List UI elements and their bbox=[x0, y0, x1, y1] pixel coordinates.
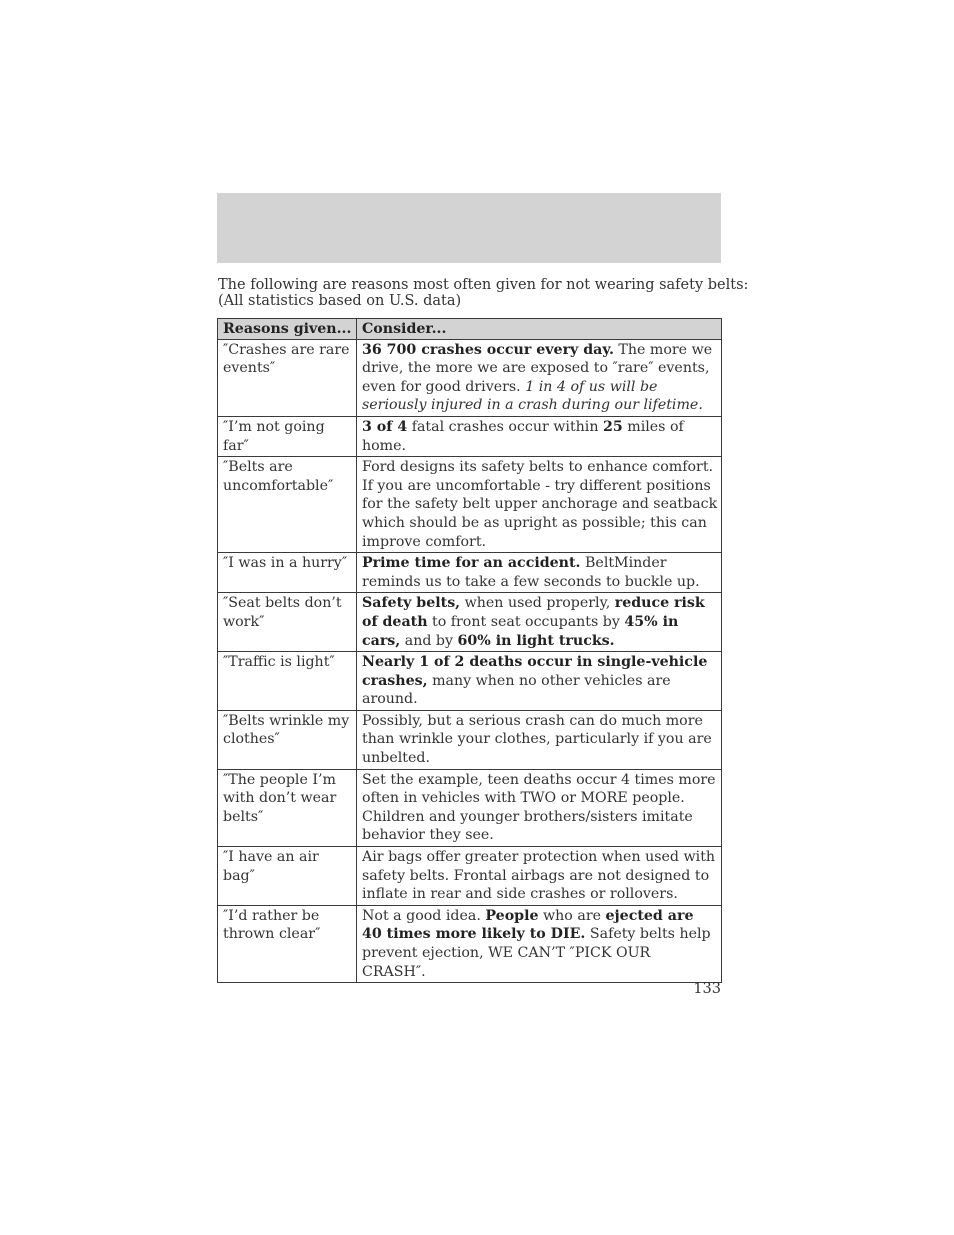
consider-text-segment: Prime time for an accident. bbox=[362, 555, 581, 572]
consider-text-segment: 3 of 4 bbox=[362, 418, 408, 435]
reason-cell: ″Belts are uncomfortable″ bbox=[218, 457, 357, 553]
consider-cell bbox=[357, 339, 722, 416]
consider-text-segment: The more we drive, the more we are exposed to ″rare″ events, even for good drivers. bbox=[362, 341, 713, 395]
consider-text-segment: fatal crashes occur within bbox=[407, 418, 603, 435]
consider-text-segment: 1 in 4 of us will be seriously injured in a crash during our lifetime. bbox=[362, 378, 703, 414]
reason-cell: ″The people I’m with don’t wear belts″ bbox=[218, 769, 357, 846]
reason-cell: ″Crashes are rare events″ bbox=[218, 339, 357, 416]
consider-text-segment: miles of home. bbox=[362, 418, 684, 454]
table-row bbox=[218, 593, 722, 652]
reason-cell: ″Belts wrinkle my clothes″ bbox=[218, 710, 357, 769]
table-row bbox=[218, 652, 722, 711]
consider-text-segment: Nearly 1 of 2 deaths occur in single-vehicle crashes, bbox=[362, 654, 708, 689]
table-header-row bbox=[218, 319, 722, 340]
consider-cell bbox=[357, 457, 722, 553]
table-row bbox=[218, 905, 722, 982]
consider-text-segment: Set the example, teen deaths occur 4 times more often in vehicles with TWO or MORE people. Children and younger brothers/sisters imitate behavior they see. bbox=[362, 771, 716, 844]
consider-text-segment: to front seat occupants by bbox=[427, 613, 625, 630]
reason-cell: ″I’d rather be thrown clear″ bbox=[218, 905, 357, 982]
consider-text-segment: Possibly, but a serious crash can do much more than wrinkle your clothes, particularly if you are unbelted. bbox=[362, 712, 712, 767]
consider-text-segment: Air bags offer greater protection when used with safety belts. Frontal airbags are not designed to inflate in rear and side crashes or rollovers. bbox=[362, 849, 716, 903]
consider-text-segment: 45% in cars, bbox=[362, 613, 679, 649]
safety-belt-reasons-table bbox=[217, 318, 722, 983]
header-reasons: Reasons given... bbox=[218, 319, 357, 340]
section-header-band bbox=[217, 193, 721, 263]
table-row bbox=[218, 339, 722, 416]
consider-cell bbox=[357, 416, 722, 456]
reason-cell: ″I’m not going far″ bbox=[218, 416, 357, 456]
table-row bbox=[218, 710, 722, 769]
consider-text-segment: many when no other vehicles are around. bbox=[362, 672, 671, 708]
consider-text-segment: when used properly, bbox=[460, 595, 615, 612]
table-row bbox=[218, 847, 722, 906]
consider-text-segment: 60% in light trucks. bbox=[457, 632, 615, 649]
page-number: 133 bbox=[693, 981, 721, 997]
consider-cell bbox=[357, 710, 722, 769]
consider-cell bbox=[357, 593, 722, 652]
intro-paragraph bbox=[218, 277, 749, 309]
consider-text-segment: reduce risk of death bbox=[362, 595, 705, 630]
table-row bbox=[218, 457, 722, 553]
reason-cell: ″I was in a hurry″ bbox=[218, 553, 357, 593]
consider-text-segment: ejected are 40 times more likely to DIE. bbox=[362, 907, 694, 943]
consider-text-segment: and by bbox=[400, 632, 458, 649]
consider-text-segment: who are bbox=[538, 907, 606, 924]
table-row bbox=[218, 553, 722, 593]
consider-cell bbox=[357, 553, 722, 593]
consider-cell bbox=[357, 847, 722, 906]
consider-text-segment: Safety belts, bbox=[362, 595, 461, 612]
table-row bbox=[218, 769, 722, 846]
consider-text-segment: 36 700 crashes occur every day. bbox=[362, 341, 614, 358]
intro-line-1: The following are reasons most often given for not wearing safety belts: bbox=[218, 277, 749, 293]
table-body bbox=[218, 339, 722, 983]
consider-text-segment: BeltMinder reminds us to take a few seconds to buckle up. bbox=[362, 555, 700, 590]
consider-text-segment: Safety belts help prevent ejection, WE CAN’T ″PICK OUR CRASH″. bbox=[362, 926, 711, 980]
table-row bbox=[218, 416, 722, 456]
reason-cell: ″Traffic is light″ bbox=[218, 652, 357, 711]
consider-text-segment: 25 bbox=[603, 418, 623, 435]
consider-cell bbox=[357, 652, 722, 711]
consider-text-segment: Not a good idea. bbox=[362, 907, 486, 924]
header-consider: Consider... bbox=[357, 319, 722, 340]
intro-line-2: (All statistics based on U.S. data) bbox=[218, 293, 462, 309]
consider-text-segment: Ford designs its safety belts to enhance comfort. If you are uncomfortable - try different positions for the safety belt upper anchorage and seatback which should be as upright as possible; this can improve comfort. bbox=[362, 459, 718, 550]
consider-cell bbox=[357, 769, 722, 846]
consider-cell bbox=[357, 905, 722, 982]
consider-text-segment: People bbox=[485, 907, 539, 924]
reason-cell: ″I have an air bag″ bbox=[218, 847, 357, 906]
reason-cell: ″Seat belts don’t work″ bbox=[218, 593, 357, 652]
